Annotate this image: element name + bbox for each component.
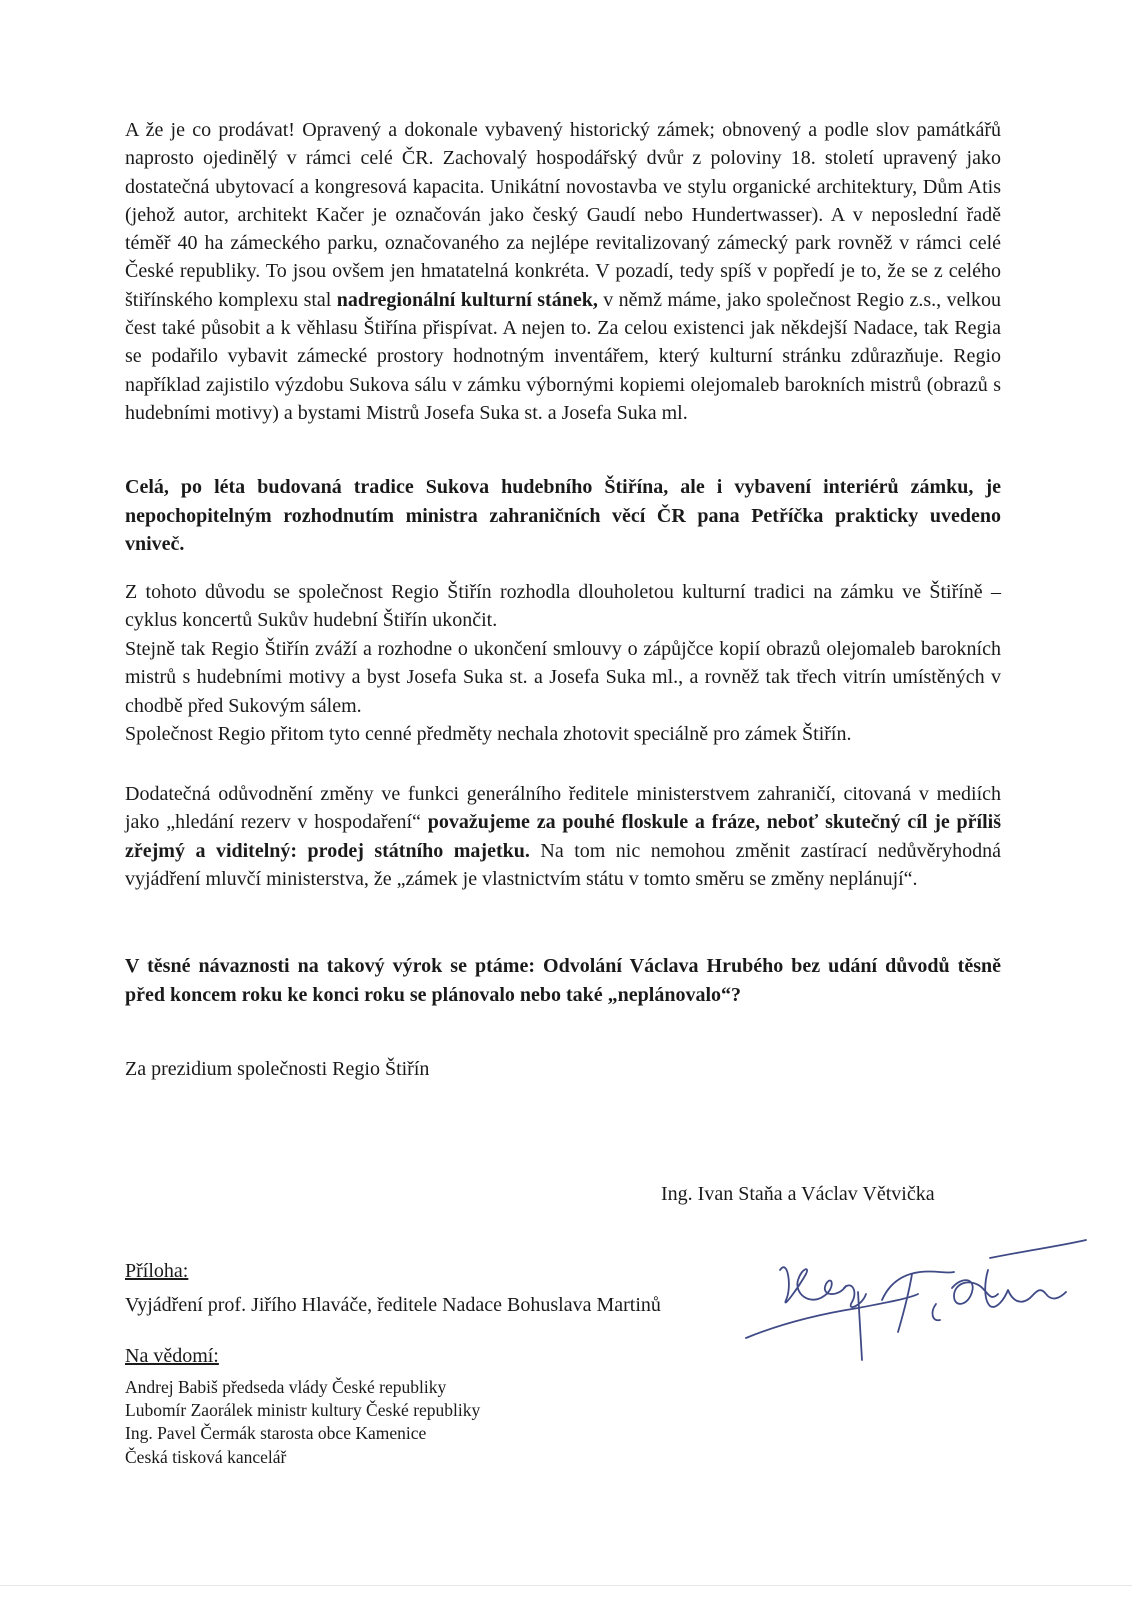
cc-list [125,1376,745,1469]
signatory-names: Ing. Ivan Staňa a Václav Větvička [661,1183,935,1205]
paragraph-justification [125,780,1001,894]
closing-line: Za prezidium společnosti Regio Štiřín [125,1058,430,1080]
paragraph-line: Z tohoto důvodu se společnost Regio Štiřín rozhodla dlouholetou kulturní tradici na zámku ve Štiříně – cyklus koncertů Sukův hudební Štiřín ukončit. [125,581,1001,632]
paragraph-text: Dodatečná odůvodnění změny ve funkci generálního ředitele ministerstvem zahraničí, citovaná v mediích jako „hledání rezerv v hospodaření“ [125,783,1001,834]
paragraph-text: Na tom nic nemohou změnit zastírací nedůvěryhodná vyjádření mluvčí ministerstva, že „zámek je vlastnictvím státu v tomto směru se změny neplánují“. [125,839,1002,891]
paragraph-text: v němž máme, jako společnost Regio z.s., velkou čest také působit a k věhlasu Štiřína přispívat. A nejen to. Za celou existenci jak někdejší Nadace, tak Regia se podařilo vybavit zámecké prostory hodnotným inventářem, který kulturní stránku zdůrazňuje. Regio například zajistilo výzdobu Sukova sálu v zámku výbornými kopiemi olejomaleb barokních mistrů (obrazů s hudebními motivy) a bystami Mistrů Josefa Suka st. a Josefa Suka ml. [125,288,1001,424]
cc-list-item: Lubomír Zaorálek ministr kultury České republiky [125,1400,481,1421]
handwritten-signature [740,1228,1100,1368]
paragraph-line: Společnost Regio přitom tyto cenné předměty nechala zhotovit speciálně pro zámek Štiřín. [125,723,852,746]
cc-list-item: Ing. Pavel Čermák starosta obce Kamenice [125,1423,427,1444]
paragraph-text: A že je co prodávat! Opravený a dokonale vybavený historický zámek; obnovený a podle slov památkářů naprosto ojedinělý v rámci celé ČR. Zachovalý hospodářský dvůr z poloviny 18. století upravený jako dostatečná ubytovací a kongresová kapacita. Unikátní novostavba ve stylu organické architektury, Dům Atis (jehož autor, architekt Kačer je označován jako český Gaudí nebo Hundertwasser). A v neposlední řadě téměř 40 ha zámeckého parku, označovaného za nejlépe revitalizovaný zámecký park rovněž v rámci celé České republiky. To jsou ovšem jen hmatatelná konkréta. V pozadí, tedy spíš v popředí je to, že se z celého štiřínského komplexu stal [125,119,1001,311]
emphasis-text: považujeme za pouhé floskule a fráze, neboť skutečný cíl je příliš zřejmý a viditelný: prodej státního majetku. [125,811,1001,862]
paragraph-property-description [125,116,1001,427]
paragraph-bold-statement: Celá, po léta budovaná tradice Sukova hudebního Štiřína, ale i vybavení interiérů zámku, je nepochopitelným rozhodnutím ministra zahraničních věcí ČR pana Petříčka prakticky uvedeno vniveč. [125,476,1001,555]
emphasis-text: nadregionální kulturní stánek, [336,288,598,311]
paragraph-line: Stejně tak Regio Štiřín zváží a rozhodne o ukončení smlouvy o zápůjčce kopií obrazů olejomaleb barokních mistrů s hudebními motivy a byst Josefa Suka st. a Josefa Suka ml., a rovněž tak třech vitrín umístěných v chodbě před Sukovým sálem. [125,637,1001,717]
cc-list-item: Česká tisková kancelář [125,1446,287,1467]
page-bottom-rule [0,1585,1132,1586]
paragraph-decision [125,578,1001,748]
cc-label: Na vědomí: [125,1345,219,1367]
cc-list-item: Andrej Babiš předseda vlády České republiky [125,1377,447,1397]
attachment-label: Příloha: [125,1260,189,1282]
attachment-text: Vyjádření prof. Jiřího Hlaváče, ředitele Nadace Bohuslava Martinů [125,1294,661,1316]
paragraph-question: V těsné návaznosti na takový výrok se ptáme: Odvolání Václava Hrubého bez udání důvodů těsně před koncem roku ke konci roku se plánovalo nebo také „neplánovalo“? [125,955,1001,1006]
